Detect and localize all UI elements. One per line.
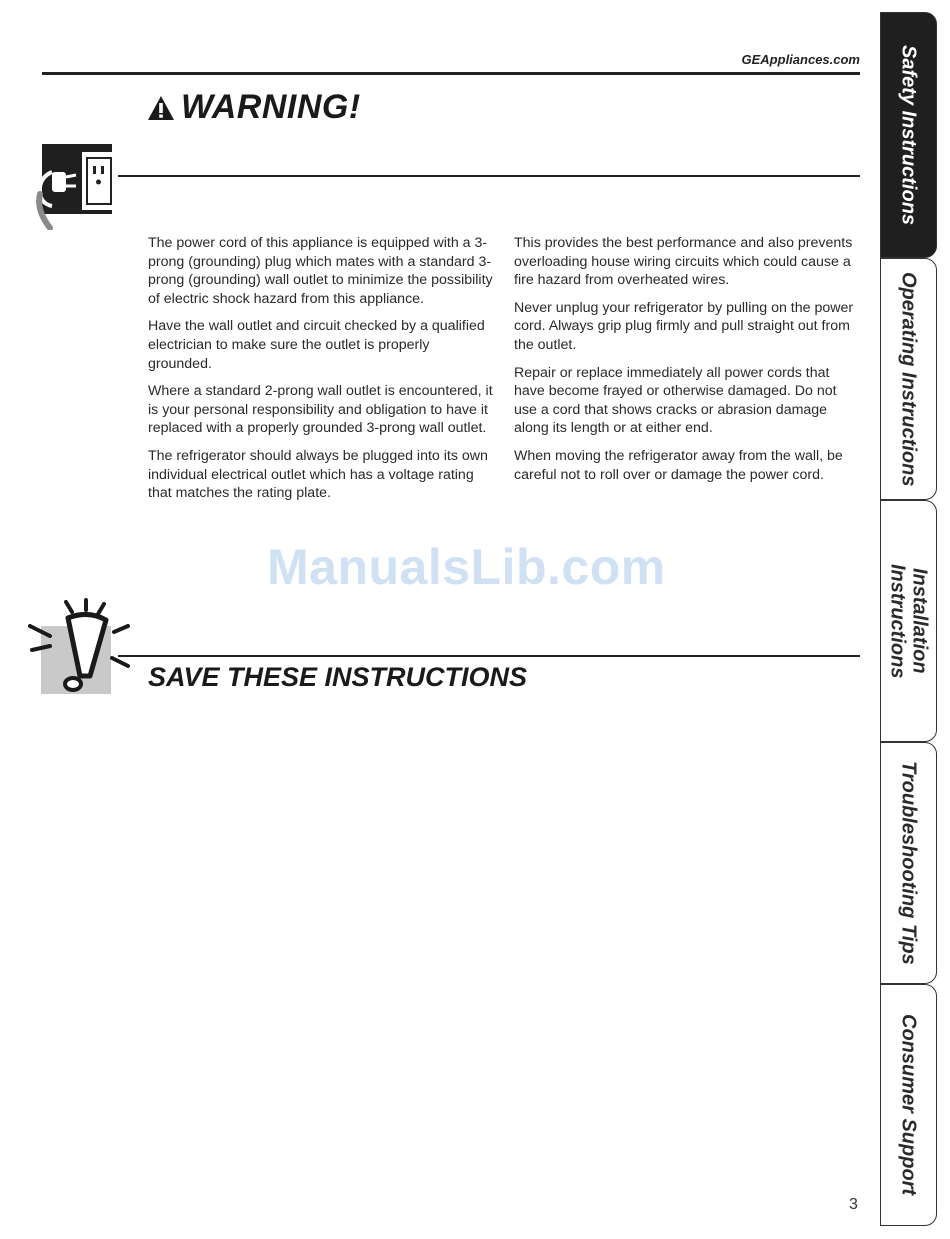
- section-tabs: [880, 12, 937, 1226]
- tab-safety-instructions[interactable]: [880, 12, 937, 258]
- tab-troubleshooting-tips[interactable]: [880, 742, 937, 984]
- warning-title: WARNING!: [181, 88, 361, 126]
- left-column: [148, 234, 494, 512]
- warning-heading: [147, 88, 361, 127]
- save-section-rule: [118, 655, 860, 657]
- paragraph: When moving the refrigerator away from the wall, be careful not to roll over or damage the power cord.: [514, 447, 843, 483]
- tab-label: Safety Instructions: [897, 44, 920, 226]
- tab-consumer-support[interactable]: [880, 984, 937, 1226]
- tab-operating-instructions[interactable]: [880, 258, 937, 500]
- tab-installation-instructions[interactable]: [880, 500, 937, 742]
- paragraph: The power cord of this appliance is equipped with a 3-prong (grounding) plug which mates with a standard 3-prong (grounding) wall outlet to minimize the possibility of electric shock hazard from this appliance.: [148, 235, 493, 307]
- section-rule: [118, 175, 860, 177]
- tab-label: Consumer Support: [897, 1014, 920, 1196]
- header-rule: [42, 72, 860, 75]
- paragraph: This provides the best performance and also prevents overloading house wiring circuits which could cause a fire hazard from overheated wires.: [514, 235, 853, 289]
- page-number: 3: [849, 1196, 858, 1213]
- warning-triangle-icon: [147, 95, 175, 121]
- paragraph: The refrigerator should always be plugged into its own individual electrical outlet which has a voltage rating that matches the rating plate.: [148, 447, 488, 502]
- paragraph: Have the wall outlet and circuit checked by a qualified electrician to make sure the outlet is properly grounded.: [148, 318, 485, 372]
- tab-label: Troubleshooting Tips: [897, 761, 920, 965]
- site-url[interactable]: GEAppliances.com: [741, 52, 860, 67]
- paragraph: Where a standard 2-prong wall outlet is encountered, it is your personal responsibility and obligation to have it replaced with a properly grounded 3-prong wall outlet.: [148, 383, 493, 437]
- plug-outlet-illustration: [30, 142, 118, 230]
- tab-label: Installation Instructions: [886, 563, 931, 679]
- save-instructions-heading: SAVE THESE INSTRUCTIONS: [148, 662, 528, 692]
- paragraph: Repair or replace immediately all power cords that have become frayed or otherwise damaged. Do not use a cord that shows cracks or abrasion damage along its length or at either end.: [514, 364, 837, 437]
- attention-exclamation-illustration: [28, 598, 132, 698]
- watermark: ManualsLib.com: [267, 539, 666, 595]
- right-column: [514, 234, 862, 493]
- tab-label: Operating Instructions: [897, 271, 920, 487]
- paragraph: Never unplug your refrigerator by pulling on the power cord. Always grip plug firmly and pull straight out from the outlet.: [514, 299, 854, 353]
